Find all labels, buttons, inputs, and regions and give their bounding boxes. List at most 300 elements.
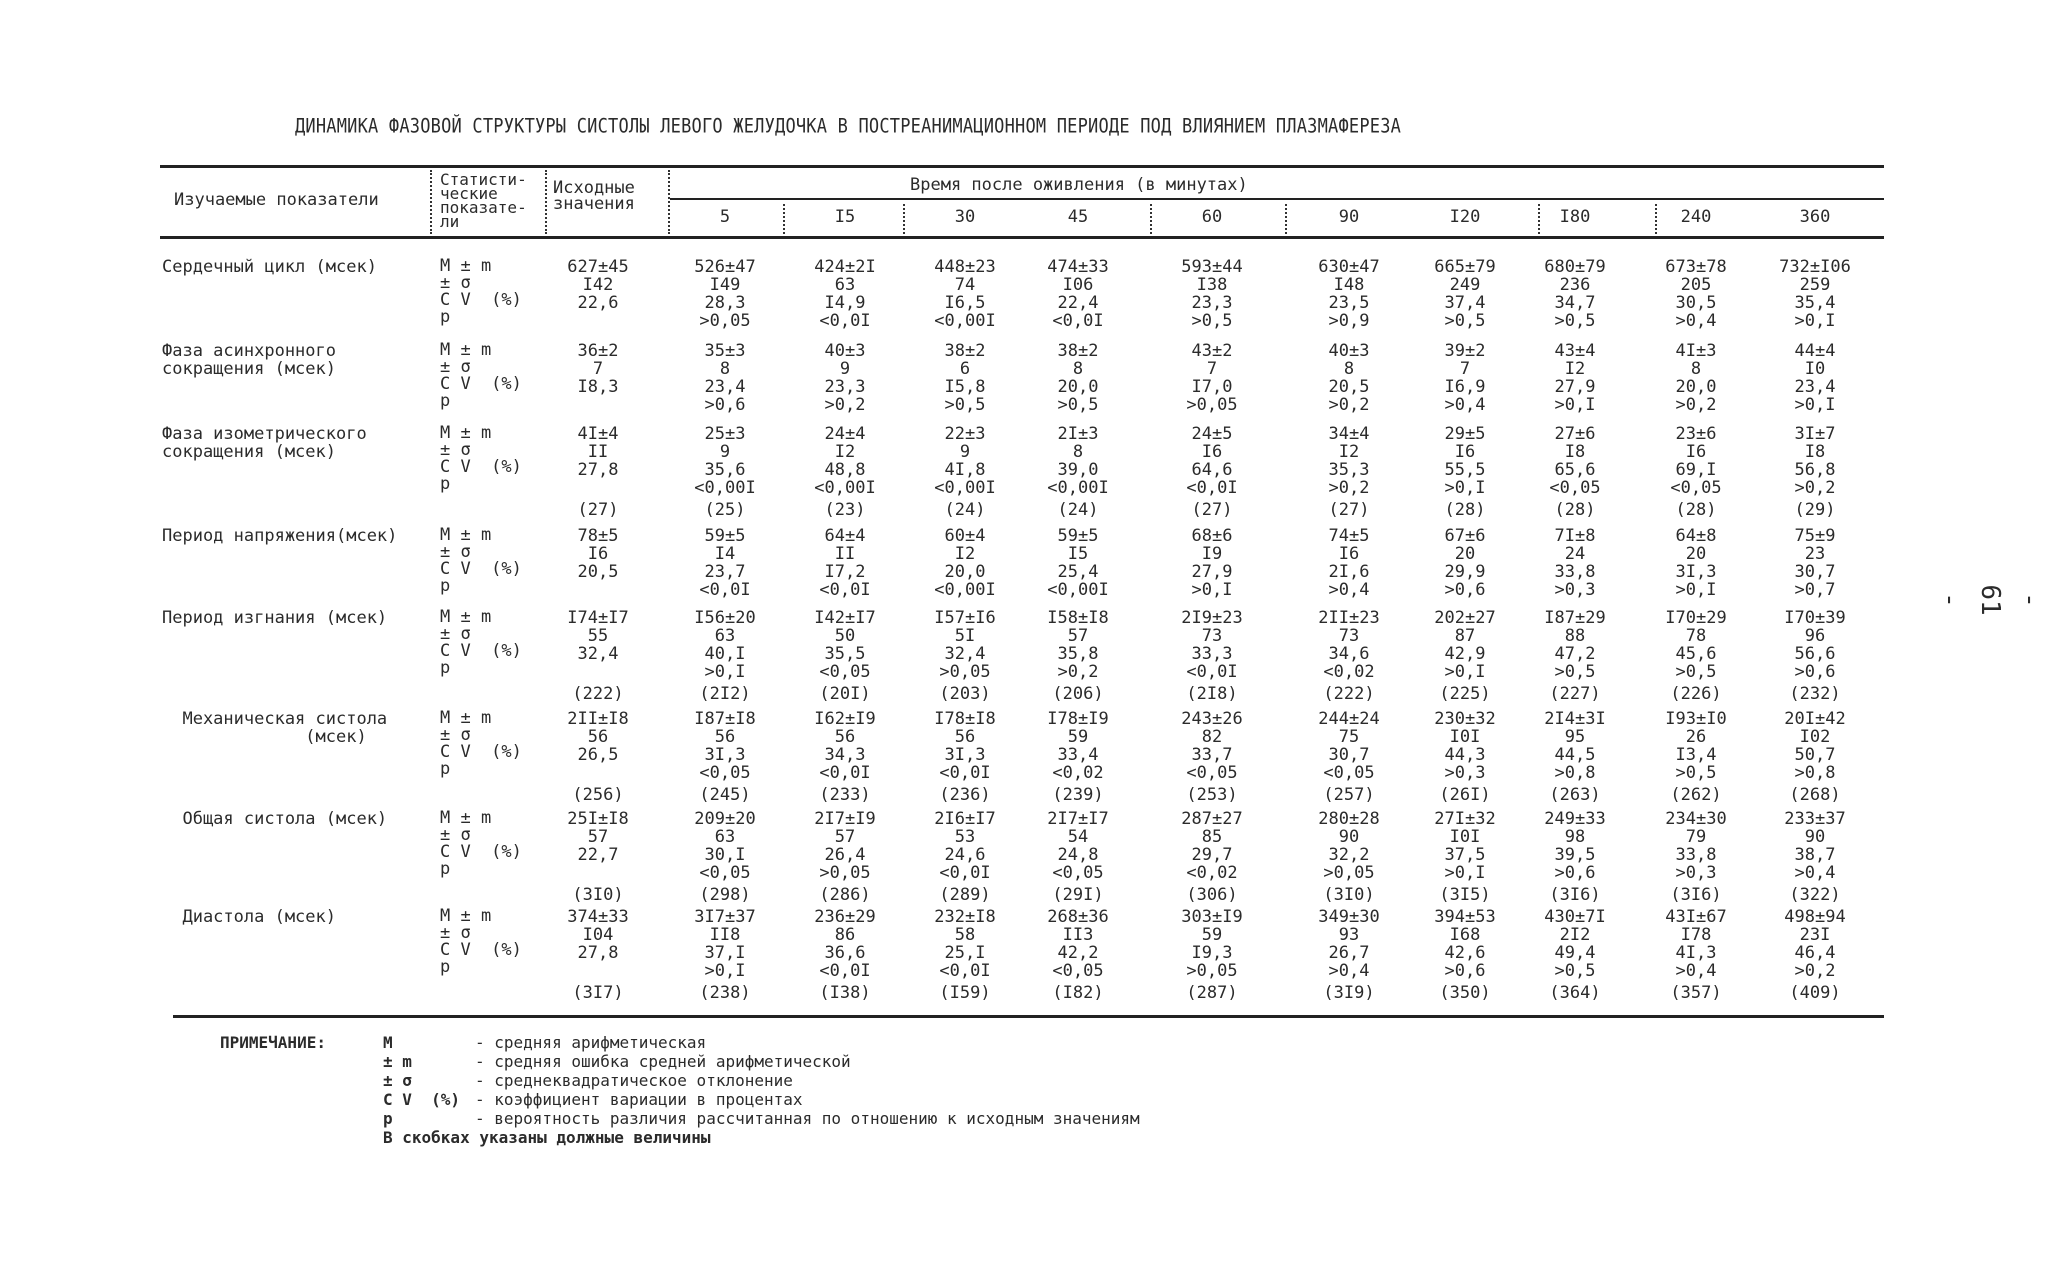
cell-value: 29±5 [1444, 424, 1486, 444]
stat-labels [440, 527, 522, 595]
table-cell [1641, 609, 1751, 703]
cell-value: (24) [1057, 500, 1099, 520]
header-stats: Статисти- ческие показате- ли [440, 170, 527, 231]
cell-value: <0,02 [1186, 863, 1238, 883]
cell-value: >0,6 [704, 395, 746, 415]
cell-value: 59±5 [704, 526, 746, 546]
cell-value: 38,7 [1794, 845, 1836, 865]
table-cell [1023, 710, 1133, 804]
cell-value: 20I±42 [1784, 709, 1846, 729]
page-number: - 61 - [1935, 584, 2045, 616]
cell-value: 627±45 [567, 257, 629, 277]
header-separator [668, 170, 670, 234]
time-header-3: 45 [1067, 207, 1089, 227]
note-symbol: M [383, 1033, 393, 1052]
table-cell [1157, 908, 1267, 1002]
cell-value: >0,9 [1328, 311, 1370, 331]
cell-value: 234±30 [1665, 809, 1727, 829]
cell-value: >0,4 [1328, 961, 1370, 981]
cell-value: 24±5 [1191, 424, 1233, 444]
table-cell [1520, 342, 1630, 436]
cell-value: 3I±7 [1794, 424, 1836, 444]
cell-value: I9,3 [1191, 943, 1233, 963]
cell-value: 9 [839, 359, 851, 379]
cell-value: >0,6 [1444, 961, 1486, 981]
cell-value: 42,2 [1057, 943, 1099, 963]
cell-value [543, 962, 653, 980]
cell-value: <0,0I [1186, 478, 1238, 498]
cell-value: >0,4 [1328, 580, 1370, 600]
cell-value: I68 [1449, 925, 1481, 945]
cell-value: 56,8 [1794, 460, 1836, 480]
cell-value: <0,0I [699, 580, 751, 600]
cell-value: (239) [1052, 785, 1104, 805]
cell-value: 26,7 [1328, 943, 1370, 963]
cell-value: 32,4 [944, 644, 986, 664]
cell-value: 45,6 [1675, 644, 1717, 664]
cell-value: 9 [719, 442, 731, 462]
cell-value: 42,9 [1444, 644, 1486, 664]
cell-value: 30,I [704, 845, 746, 865]
cell-value: 22,6 [577, 293, 619, 313]
cell-value: 48,8 [824, 460, 866, 480]
note-symbol: ± σ [383, 1071, 412, 1090]
header-top-rule [160, 165, 1884, 168]
cell-value: (I59) [939, 983, 991, 1003]
cell-value: I7,2 [824, 562, 866, 582]
cell-value: 53 [954, 827, 976, 847]
table-cell [1641, 342, 1751, 436]
stat-label: C V (%) [440, 559, 522, 579]
cell-value: 243±26 [1181, 709, 1243, 729]
cell-value: 43I±67 [1665, 907, 1727, 927]
cell-value: I87±I8 [694, 709, 756, 729]
cell-value: 74±5 [1328, 526, 1370, 546]
cell-value: 39,5 [1554, 845, 1596, 865]
cell-value: >0,05 [1186, 395, 1238, 415]
cell-value: >0,5 [1554, 961, 1596, 981]
cell-value: I2 [834, 442, 856, 462]
table-cell [790, 810, 900, 904]
cell-value: 64±8 [1675, 526, 1717, 546]
cell-value: (245) [699, 785, 751, 805]
table-cell [543, 609, 653, 703]
cell-value: 2I7±I9 [814, 809, 876, 829]
cell-value [543, 864, 653, 882]
cell-value: 20,0 [1675, 377, 1717, 397]
cell-value: 30,7 [1794, 562, 1836, 582]
cell-value: (222) [572, 684, 624, 704]
cell-value: 56 [587, 727, 609, 747]
cell-value: >0,I [704, 961, 746, 981]
cell-value: I04 [582, 925, 614, 945]
cell-value: I2 [954, 544, 976, 564]
cell-value: (286) [819, 885, 871, 905]
cell-value: I0 [1804, 359, 1826, 379]
cell-value [543, 764, 653, 782]
cell-value: >0,6 [1444, 580, 1486, 600]
stat-label: M ± m [440, 808, 492, 828]
table-cell [790, 258, 900, 352]
table-cell [790, 527, 900, 621]
cell-value: 8 [1690, 359, 1702, 379]
cell-value: 8 [1072, 442, 1084, 462]
cell-value: >0,2 [1057, 662, 1099, 682]
cell-value: (222) [1323, 684, 1375, 704]
cell-value: 593±44 [1181, 257, 1243, 277]
cell-value: >0,4 [1794, 863, 1836, 883]
table-cell [1294, 810, 1404, 904]
cell-value: 34,6 [1328, 644, 1370, 664]
table-cell [1520, 908, 1630, 1002]
cell-value: I06 [1062, 275, 1094, 295]
cell-value: (257) [1323, 785, 1375, 805]
cell-value: >0,5 [1554, 311, 1596, 331]
header-separator [1150, 204, 1152, 234]
cell-value: (25) [704, 500, 746, 520]
cell-value: (233) [819, 785, 871, 805]
cell-value: 23I [1799, 925, 1831, 945]
cell-value: 64±4 [824, 526, 866, 546]
cell-value: <0,0I [939, 863, 991, 883]
table-cell [1641, 258, 1751, 352]
cell-value: 30,5 [1675, 293, 1717, 313]
time-header-1: I5 [834, 207, 856, 227]
table-cell [543, 908, 653, 1002]
cell-value: II3 [1062, 925, 1094, 945]
header-mid-rule [670, 198, 1884, 200]
cell-value: 59 [1067, 727, 1089, 747]
cell-value: 4I,8 [944, 460, 986, 480]
cell-value: >0,5 [1191, 311, 1233, 331]
cell-value: I38 [1196, 275, 1228, 295]
stat-label: ± σ [440, 725, 471, 745]
cell-value: 280±28 [1318, 809, 1380, 829]
stat-label: M ± m [440, 708, 492, 728]
cell-value: 55,5 [1444, 460, 1486, 480]
table-cell [1157, 810, 1267, 904]
time-header-9: 360 [1799, 207, 1831, 227]
cell-value: 202±27 [1434, 608, 1496, 628]
table-cell [1410, 342, 1520, 436]
stat-label: ± σ [440, 542, 471, 562]
cell-value: 90 [1338, 827, 1360, 847]
cell-value: 33,4 [1057, 745, 1099, 765]
cell-value: 44,3 [1444, 745, 1486, 765]
cell-value: (263) [1549, 785, 1601, 805]
cell-value: 233±37 [1784, 809, 1846, 829]
cell-value: 232±I8 [934, 907, 996, 927]
cell-value: (23) [824, 500, 866, 520]
table-cell [1410, 908, 1520, 1002]
cell-value: 57 [1067, 626, 1089, 646]
cell-value: 64,6 [1191, 460, 1233, 480]
cell-value: 35,6 [704, 460, 746, 480]
cell-value: I62±I9 [814, 709, 876, 729]
header-bottom-rule [160, 236, 1884, 239]
cell-value: >0,I [1794, 395, 1836, 415]
cell-value: 59 [1201, 925, 1223, 945]
time-header-4: 60 [1201, 207, 1223, 227]
cell-value: <0,0I [819, 311, 871, 331]
cell-value: 35,4 [1794, 293, 1836, 313]
cell-value: >0,I [1675, 580, 1717, 600]
cell-value: 29,7 [1191, 845, 1233, 865]
note-symbol: ± m [383, 1052, 412, 1071]
cell-value: >0,I [1554, 395, 1596, 415]
table-cell [790, 710, 900, 804]
cell-value: <0,0I [819, 580, 871, 600]
cell-value: (28) [1554, 500, 1596, 520]
cell-value: 56,6 [1794, 644, 1836, 664]
cell-value: <0,00I [934, 311, 996, 331]
cell-value: (27) [1328, 500, 1370, 520]
stat-label: ± σ [440, 825, 471, 845]
cell-value: 349±30 [1318, 907, 1380, 927]
cell-value: 209±20 [694, 809, 756, 829]
cell-value: 35,5 [824, 644, 866, 664]
cell-value: 26,4 [824, 845, 866, 865]
cell-value: I70±29 [1665, 608, 1727, 628]
cell-value: >0,2 [1328, 478, 1370, 498]
time-header-7: I80 [1559, 207, 1591, 227]
cell-value: I9 [1201, 544, 1223, 564]
cell-value: 43±4 [1554, 341, 1596, 361]
table-cell [1641, 810, 1751, 904]
table-cell [1760, 425, 1870, 519]
cell-value: >0,2 [1794, 961, 1836, 981]
stat-label: p [440, 658, 451, 678]
table-cell [670, 810, 780, 904]
cell-value: 3I,3 [944, 745, 986, 765]
header-separator [545, 170, 547, 234]
cell-value [543, 663, 653, 681]
cell-value: 23,7 [704, 562, 746, 582]
cell-value: <0,0I [939, 763, 991, 783]
table-cell [1520, 425, 1630, 519]
table-cell [670, 710, 780, 804]
cell-value: (357) [1670, 983, 1722, 1003]
cell-value: 259 [1799, 275, 1831, 295]
table-cell [1520, 810, 1630, 904]
cell-value: I6 [1454, 442, 1476, 462]
cell-value: 65,6 [1554, 460, 1596, 480]
cell-value: I8 [1804, 442, 1826, 462]
cell-value: 205 [1680, 275, 1712, 295]
note-symbol: C V (%) [383, 1090, 461, 1109]
cell-value: (27) [1191, 500, 1233, 520]
cell-value: >0,5 [1057, 395, 1099, 415]
table-cell [910, 908, 1020, 1002]
cell-value: <0,00I [1047, 478, 1109, 498]
cell-value: 20 [1454, 544, 1476, 564]
cell-value: 20 [1685, 544, 1707, 564]
cell-value: 3I,3 [1675, 562, 1717, 582]
cell-value: (3I0) [572, 885, 624, 905]
cell-value: I93±I0 [1665, 709, 1727, 729]
cell-value: >0,05 [1186, 961, 1238, 981]
cell-value: I6 [1685, 442, 1707, 462]
cell-value: 23 [1804, 544, 1826, 564]
cell-value: 24,8 [1057, 845, 1099, 865]
cell-value: >0,3 [1554, 580, 1596, 600]
cell-value: 57 [834, 827, 856, 847]
stat-label: C V (%) [440, 842, 522, 862]
cell-value: II [834, 544, 856, 564]
cell-value: 93 [1338, 925, 1360, 945]
cell-value: 2I,6 [1328, 562, 1370, 582]
cell-value: 4I±3 [1675, 341, 1717, 361]
cell-value [543, 312, 653, 330]
cell-value: 2I9±23 [1181, 608, 1243, 628]
cell-value: 33,7 [1191, 745, 1233, 765]
cell-value: 34,3 [824, 745, 866, 765]
cell-value: 23,5 [1328, 293, 1370, 313]
cell-value: 424±2I [814, 257, 876, 277]
cell-value: <0,00I [934, 580, 996, 600]
cell-value: <0,0I [819, 763, 871, 783]
cell-value: 67±6 [1444, 526, 1486, 546]
cell-value: >0,6 [1794, 662, 1836, 682]
table-bottom-rule [173, 1015, 1884, 1018]
cell-value: >0,8 [1794, 763, 1836, 783]
stat-label: C V (%) [440, 940, 522, 960]
cell-value: 55 [587, 626, 609, 646]
cell-value: I8 [1564, 442, 1586, 462]
cell-value: 54 [1067, 827, 1089, 847]
cell-value: I56±20 [694, 608, 756, 628]
cell-value: (2I2) [699, 684, 751, 704]
cell-value: >0,5 [1554, 662, 1596, 682]
table-cell [1520, 710, 1630, 804]
cell-value: I7,0 [1191, 377, 1233, 397]
note-text: - коэффициент вариации в процентах [475, 1090, 803, 1109]
stat-labels [440, 810, 522, 878]
cell-value: 37,4 [1444, 293, 1486, 313]
cell-value: 98 [1564, 827, 1586, 847]
cell-value: 24±4 [824, 424, 866, 444]
row-label: Фаза изометрического сокращения (мсек) [162, 424, 367, 462]
cell-value: (27) [577, 500, 619, 520]
cell-value: 59±5 [1057, 526, 1099, 546]
cell-value: 27±6 [1554, 424, 1596, 444]
cell-value: 20,5 [1328, 377, 1370, 397]
cell-value: I5 [1067, 544, 1089, 564]
cell-value: 6 [959, 359, 971, 379]
table-cell [1641, 425, 1751, 519]
cell-value: 7 [1206, 359, 1218, 379]
header-separator [430, 170, 432, 234]
cell-value: 32,4 [577, 644, 619, 664]
cell-value: (350) [1439, 983, 1491, 1003]
cell-value: 27,9 [1554, 377, 1596, 397]
cell-value: >0,2 [1675, 395, 1717, 415]
cell-value: 33,3 [1191, 644, 1233, 664]
note-text: - среднеквадратическое отклонение [475, 1071, 793, 1090]
cell-value: >0,4 [1675, 961, 1717, 981]
cell-value: 33,8 [1554, 562, 1596, 582]
cell-value: >0,3 [1444, 763, 1486, 783]
table-cell [910, 527, 1020, 621]
cell-value: (289) [939, 885, 991, 905]
header-time-group: Время после оживления (в минутах) [910, 175, 1248, 195]
cell-value: <0,00I [1047, 580, 1109, 600]
table-cell [1760, 609, 1870, 703]
table-cell [670, 908, 780, 1002]
cell-value: 78±5 [577, 526, 619, 546]
row-label: Общая систола (мсек) [162, 809, 388, 829]
cell-value: >0,5 [1444, 311, 1486, 331]
header-separator [903, 204, 905, 234]
cell-value: 4I±4 [577, 424, 619, 444]
table-cell [1294, 342, 1404, 436]
cell-value: 680±79 [1544, 257, 1606, 277]
time-header-0: 5 [719, 207, 731, 227]
cell-value: <0,05 [1549, 478, 1601, 498]
cell-value: 40,I [704, 644, 746, 664]
cell-value: 37,5 [1444, 845, 1486, 865]
table-cell [1760, 527, 1870, 621]
table-cell [1023, 527, 1133, 621]
cell-value: (226) [1670, 684, 1722, 704]
cell-value: 36±2 [577, 341, 619, 361]
cell-value: (3I5) [1439, 885, 1491, 905]
cell-value: (203) [939, 684, 991, 704]
cell-value: I6,9 [1444, 377, 1486, 397]
note-footer: В скобках указаны должные величины [383, 1128, 711, 1147]
cell-value: (3I7) [572, 983, 624, 1003]
table-cell [910, 258, 1020, 352]
cell-value: I6 [1201, 442, 1223, 462]
cell-value: 38±2 [944, 341, 986, 361]
table-cell [1520, 609, 1630, 703]
cell-value: 3I7±37 [694, 907, 756, 927]
cell-value: 35,8 [1057, 644, 1099, 664]
cell-value: 85 [1201, 827, 1223, 847]
cell-value: 8 [719, 359, 731, 379]
cell-value: <0,05 [1670, 478, 1722, 498]
cell-value: (306) [1186, 885, 1238, 905]
cell-value: 96 [1804, 626, 1826, 646]
cell-value: <0,0I [1186, 662, 1238, 682]
stat-label: p [440, 307, 451, 327]
table-cell [1410, 425, 1520, 519]
cell-value: 78 [1685, 626, 1707, 646]
table-cell [670, 609, 780, 703]
table-cell [1410, 527, 1520, 621]
cell-value: 3I,3 [704, 745, 746, 765]
cell-value: 2II±I8 [567, 709, 629, 729]
header-separator [1285, 204, 1287, 234]
note-heading [220, 1033, 326, 1052]
cell-value: 58 [954, 925, 976, 945]
cell-value: >0,5 [1675, 662, 1717, 682]
cell-value: 244±24 [1318, 709, 1380, 729]
cell-value: <0,05 [1186, 763, 1238, 783]
cell-value: <0,00I [934, 478, 996, 498]
row-label: Сердечный цикл (мсек) [162, 257, 377, 277]
cell-value: 673±78 [1665, 257, 1727, 277]
note-heading-text: ПРИМЕЧАНИЕ: [220, 1033, 326, 1052]
cell-value: >0,I [1444, 662, 1486, 682]
cell-value: 32,2 [1328, 845, 1370, 865]
cell-value: 34±4 [1328, 424, 1370, 444]
cell-value: <0,00I [694, 478, 756, 498]
cell-value: >0,4 [1675, 311, 1717, 331]
stat-label: M ± m [440, 340, 492, 360]
cell-value: (I38) [819, 983, 871, 1003]
cell-value: <0,0I [1052, 311, 1104, 331]
